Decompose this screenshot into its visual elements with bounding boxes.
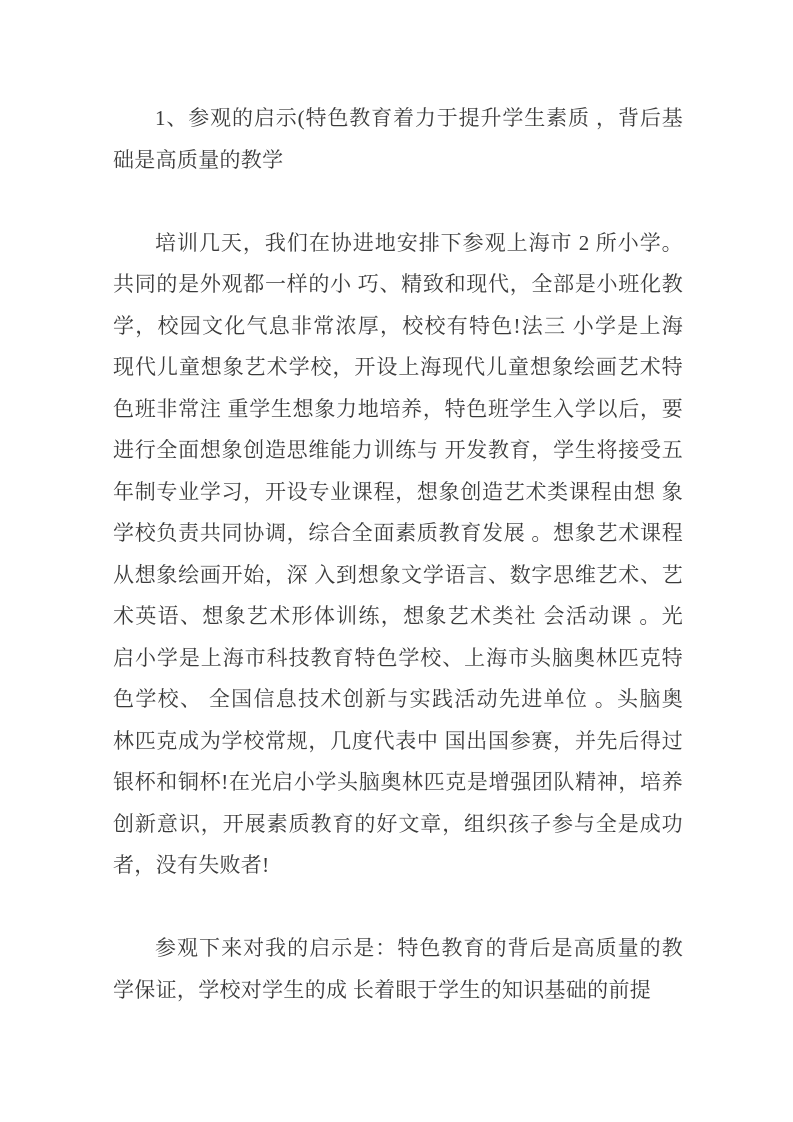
text-line: 现代儿童想象艺术学校，开设上海现代儿童想象绘画艺术特	[113, 355, 683, 379]
text-line: 年制专业学习，开设专业课程，想象创造艺术类课程由想 象	[113, 479, 683, 504]
text-line: 培训几天，我们在协进地安排下参观上海市 2 所小学。	[155, 230, 683, 255]
text-line: 色班非常注 重学生想象力地培养，特色班学生入学以后，要	[113, 396, 683, 421]
text-line: 从想象绘画开始，深 入到想象文学语言、数字思维艺术、艺	[113, 562, 683, 587]
text-line: 1、参观的启示(特色教育着力于提升学生素质 ，背后基	[155, 106, 683, 130]
text-line: 共同的是外观都一样的小 巧、精致和现代，全部是小班化教	[113, 272, 683, 296]
text-line: 银杯和铜杯!在光启小学头脑奥林匹克是增强团队精神，培养	[113, 770, 683, 794]
text-line: 创新意识，开展素质教育的好文章，组织孩子参与全是成功	[113, 811, 683, 836]
closing-paragraph	[113, 928, 683, 1011]
text-line: 林匹克成为学校常规，几度代表中 国出国参赛，并先后得过	[113, 728, 683, 753]
text-line: 启小学是上海市科技教育特色学校、上海市头脑奥林匹克特	[113, 645, 683, 670]
text-line: 者，没有失败者!	[113, 853, 270, 877]
text-line: 学校负责共同协调，综合全面素质教育发展 。想象艺术课程	[113, 521, 683, 545]
text-line: 进行全面想象创造思维能力训练与 开发教育，学生将接受五	[113, 438, 683, 462]
heading-paragraph	[113, 98, 683, 181]
text-line: 学保证，学校对学生的成 长着眼于学生的知识基础的前提	[113, 977, 652, 1002]
text-line: 础是高质量的教学	[113, 147, 284, 172]
text-line: 参观下来对我的启示是：特色教育的背后是高质量的教	[155, 936, 683, 960]
body-paragraph	[113, 223, 683, 887]
text-line: 学，校园文化气息非常浓厚，校校有特色!法三 小学是上海	[113, 313, 683, 338]
text-line: 术英语、想象艺术形体训练，想象艺术类社 会活动课 。光	[113, 604, 683, 628]
text-line: 色学校、 全国信息技术创新与实践活动先进单位 。头脑奥	[113, 687, 683, 711]
